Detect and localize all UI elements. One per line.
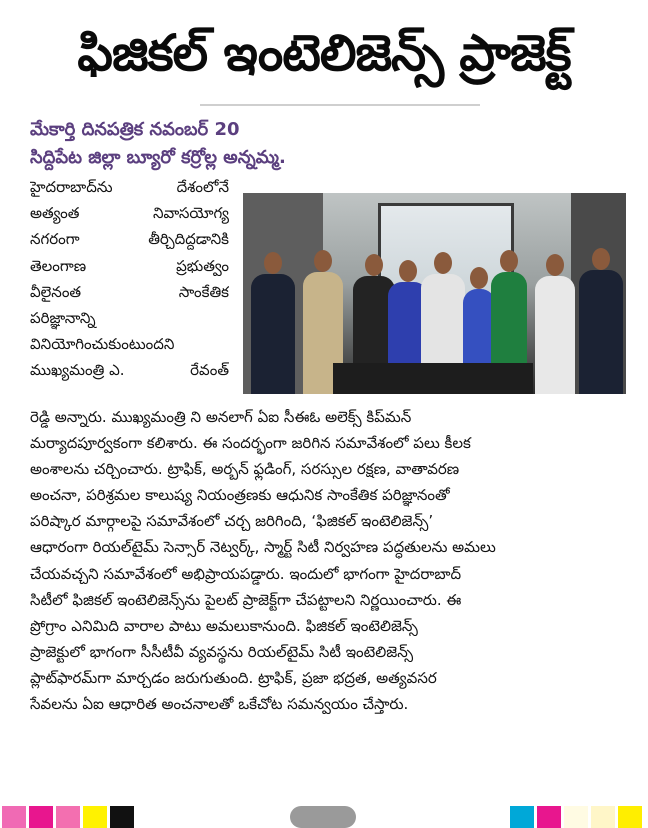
dateline-reporter: సిద్దిపేట జిల్లా బ్యూరో కర్రోల్ల అన్నమ్మ. [30,147,286,168]
intro-line [30,279,229,305]
registration-swatch [618,806,642,828]
article-line: ప్రోగ్రాం ఎనిమిది వారాల పాటు అమలుకానుంది. ఫిజికల్ ఇంటెలిజెన్స్ [30,616,418,635]
registration-swatch [591,806,615,828]
intro-line [30,200,229,226]
article-body [30,404,630,717]
intro-line [30,226,229,252]
headline-divider [200,104,480,106]
registration-swatch [510,806,534,828]
dateline-source: మేకార్తి దినపత్రిక నవంబర్ 20 [30,119,240,140]
registration-swatch [56,806,80,828]
intro-line [30,331,229,357]
article-line: సిటీలో ఫిజికల్ ఇంటెలిజెన్స్‌ను పైలట్ ప్రాజెక్ట్‌గా చేపట్టాలని నిర్ణయించారు. ఈ [30,590,462,609]
intro-line [30,305,229,331]
intro-word: హైదరాబాద్‌ను [30,178,113,196]
intro-word: అత్యంత [30,204,80,223]
intro-line [30,357,229,383]
registration-swatch [537,806,561,828]
headline: ఫిజికల్ ఇంటెలిజెన్స్ ప్రాజెక్ట్ [77,24,571,82]
article-line: రెడ్డి అన్నారు. ముఖ్యమంత్రి ని అనలాగ్ ఏఐ సీఈఓ అలెక్స్ కిప్‌మన్ [30,408,412,426]
intro-line [30,253,229,279]
intro-word: దేశంలోనే [176,178,229,196]
article-line: చేయవచ్చని సమావేశంలో అభిప్రాయపడ్డారు. ఇందులో భాగంగా హైదరాబాద్ [30,564,462,583]
intro-word: వినియోగించుకుంటుందని [30,335,175,354]
registration-swatch [29,806,53,828]
intro-word: నగరంగా [30,230,80,249]
article-line: అంచనా, పరిశ్రమల కాలుష్య నియంత్రణకు ఆధునిక సాంకేతిక పరిజ్ఞానంతో [30,486,450,505]
article-line: ఆధారంగా రియల్‌టైమ్ సెన్సార్ నెట్వర్క్, స్మార్ట్ సిటీ నిర్వహణ పద్ధతులను అమలు [30,538,496,557]
article-line: ప్రాజెక్టులో భాగంగా సీసీటీవీ వ్యవస్థను రియల్‌టైమ్ సిటీ ఇంటెలిజెన్స్ [30,642,414,661]
article-line: సేవలను ఏఐ ఆధారిత అంచనాలతో ఒకేచోట సమన్వయం చేస్తారు. [30,695,409,714]
photo-person [579,270,623,394]
registration-swatch [2,806,26,828]
intro-word: పరిజ్ఞానాన్ని [30,308,96,327]
intro-word: నివాసయోగ్య [153,204,229,223]
intro-line [30,174,229,200]
intro-column [30,174,229,384]
intro-word: తెలంగాణ [30,256,87,275]
article-line: మర్యాదపూర్వకంగా కలిశారు. ఈ సందర్భంగా జరిగిన సమావేశంలో పలు కీలక [30,434,471,453]
news-photo [243,193,626,394]
photo-person [251,274,295,394]
registration-swatch [110,806,134,828]
registration-swatch [564,806,588,828]
photo-person [535,276,575,394]
intro-word: వీలైనంత [30,282,82,301]
intro-word: ప్రభుత్వం [176,256,229,275]
registration-pill [290,806,356,828]
intro-word: ముఖ్యమంత్రి ఎ. [30,361,125,380]
intro-word: రేవంత్ [190,361,229,380]
article-line: అంశాలను చర్చించారు. ట్రాఫిక్, అర్బన్ ఫ్లడింగ్, సరస్సుల రక్షణ, వాతావరణ [30,460,460,479]
dateline [30,116,630,172]
registration-swatch [83,806,107,828]
photo-desk [333,363,533,394]
article-line: ప్లాట్‌ఫారమ్‌గా మార్చడం జరుగుతుంది. ట్రాఫిక్, ప్రజా భద్రత, అత్యవసర [30,668,437,687]
intro-word: తీర్చిదిద్దడానికి [148,230,229,249]
intro-word: సాంకేతిక [178,282,229,301]
article-line: పరిష్కార మార్గాలపై సమావేశంలో చర్చ జరిగింది, ‘ఫిజికల్ ఇంటెలిజెన్స్’ [30,512,434,531]
